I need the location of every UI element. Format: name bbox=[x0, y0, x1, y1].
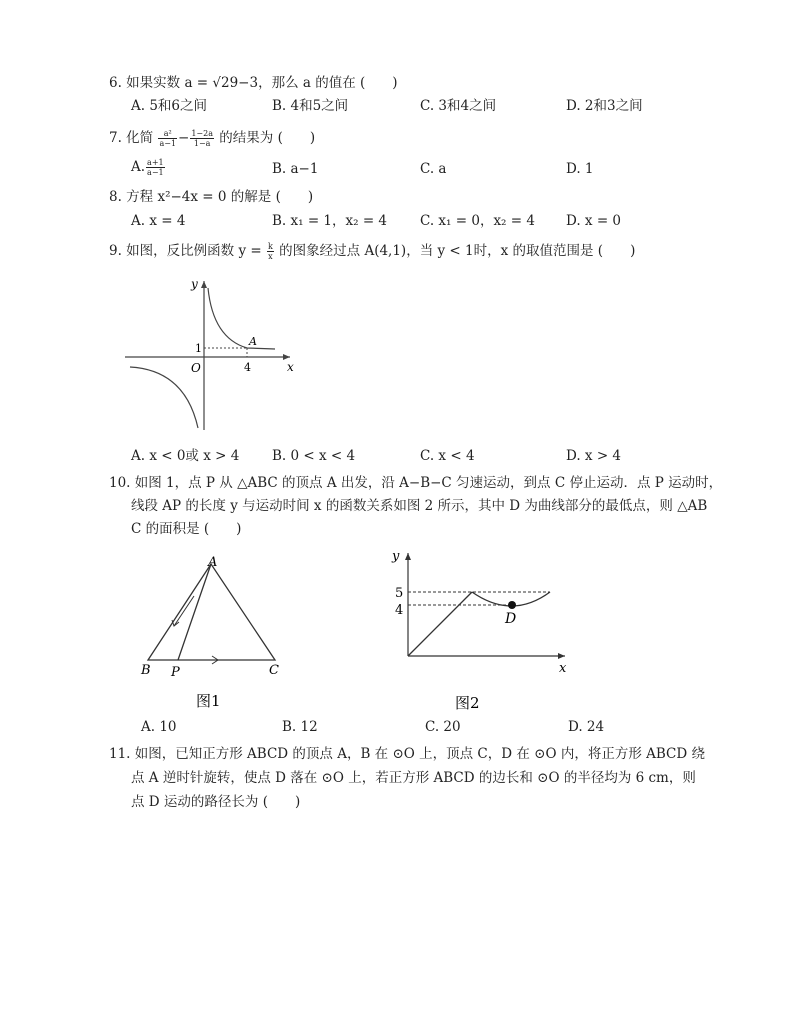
q10-fig2-caption: 图2 bbox=[455, 694, 480, 712]
q7-frac1-den: a−1 bbox=[159, 139, 177, 148]
q9-x-label: x bbox=[287, 360, 294, 374]
q8-option-a: A. x = 4 bbox=[131, 213, 186, 229]
q10-fig2-x-arrow bbox=[558, 653, 565, 659]
q7-option-a-fraction bbox=[146, 158, 165, 177]
q11-line-2: 点 A 逆时针旋转，使点 D 落在 ⊙O 上，若正方形 ABCD 的边长和 ⊙O 的半径均为 6 cm，则 bbox=[131, 770, 696, 786]
q6-option-c: C. 3和4之间 bbox=[420, 98, 497, 114]
q7-optA-num: a+1 bbox=[147, 158, 164, 167]
q10-fig2-point-d bbox=[508, 601, 516, 609]
q10-fig2-tick-5: 5 bbox=[395, 586, 404, 601]
q10-fig1-caption: 图1 bbox=[196, 692, 221, 710]
q7-frac2-den: 1−a bbox=[193, 139, 211, 148]
q9-point-a-label: A bbox=[249, 335, 257, 348]
q10-option-a: A. 10 bbox=[141, 719, 177, 735]
q7-suffix: 的结果为 ( ) bbox=[219, 130, 316, 146]
q10-fig2-label-d: D bbox=[505, 611, 517, 627]
q7-optA-den: a−1 bbox=[147, 168, 164, 177]
q9-prefix: 9. 如图，反比例函数 y = bbox=[109, 243, 262, 259]
q9-option-d: D. x > 4 bbox=[566, 448, 622, 464]
q10-fig2-linear-part bbox=[408, 592, 472, 656]
q7-fraction-1 bbox=[158, 129, 177, 148]
q7-option-c: C. a bbox=[420, 161, 447, 177]
q6-option-d: D. 2和3之间 bbox=[566, 98, 643, 114]
q7-stem bbox=[109, 129, 315, 148]
q9-option-a: A. x < 0或 x > 4 bbox=[131, 448, 240, 464]
q10-label-b: B bbox=[141, 663, 151, 678]
q6-stem: 6. 如果实数 a = √29−3，那么 a 的值在 ( ) bbox=[109, 75, 398, 91]
q10-line-3: C 的面积是 ( ) bbox=[131, 521, 242, 537]
q9-curve-branch-2 bbox=[130, 367, 198, 428]
q9-suffix: 的图象经过点 A(4,1)，当 y < 1时，x 的取值范围是 ( ) bbox=[279, 243, 636, 259]
q11-line-3: 点 D 运动的路径长为 ( ) bbox=[131, 794, 301, 810]
q8-option-c: C. x₁ = 0，x₂ = 4 bbox=[420, 213, 535, 229]
q9-stem bbox=[109, 242, 635, 261]
q10-line-1: 10. 如图 1，点 P 从 △ABC 的顶点 A 出发，沿 A−B−C 匀速运动，到点 C 停止运动．点 P 运动时， bbox=[109, 475, 723, 491]
q9-origin-label: O bbox=[191, 361, 201, 375]
q10-triangle-abc bbox=[148, 564, 275, 660]
q9-option-b: B. 0 < x < 4 bbox=[272, 448, 356, 464]
q7-option-a-label: A. bbox=[131, 159, 146, 175]
q9-y-arrow bbox=[201, 281, 207, 288]
q10-option-c: C. 20 bbox=[425, 719, 461, 735]
q10-line-2: 线段 AP 的长度 y 与运动时间 x 的函数关系如图 2 所示，其中 D 为曲线部分的最低点，则 △AB bbox=[131, 498, 708, 514]
q10-fig2-y-label: y bbox=[392, 549, 400, 564]
q9-fraction bbox=[267, 242, 274, 261]
q10-label-p: P bbox=[171, 665, 180, 680]
q9-frac-den: x bbox=[268, 252, 273, 261]
q7-frac1-num: a² bbox=[158, 129, 177, 139]
q8-option-b: B. x₁ = 1，x₂ = 4 bbox=[272, 213, 388, 229]
q8-stem: 8. 方程 x²−4x = 0 的解是 ( ) bbox=[109, 189, 314, 205]
q9-tick-4: 4 bbox=[244, 361, 251, 374]
q9-frac-num: k bbox=[268, 242, 273, 251]
q7-option-a bbox=[131, 158, 166, 177]
q9-tick-1: 1 bbox=[195, 342, 202, 355]
q10-fig2-x-label: x bbox=[559, 661, 567, 676]
q10-label-a: A bbox=[208, 555, 218, 570]
q10-figure-2 bbox=[375, 548, 575, 713]
q7-fraction-2 bbox=[190, 129, 214, 148]
q11-line-1: 11. 如图，已知正方形 ABCD 的顶点 A，B 在 ⊙O 上，顶点 C，D 在 ⊙O 内，将正方形 ABCD 绕 bbox=[109, 746, 705, 762]
q9-curve-branch-1 bbox=[208, 288, 275, 349]
q9-option-c: C. x < 4 bbox=[420, 448, 475, 464]
q10-fig2-tick-4: 4 bbox=[395, 603, 404, 618]
q8-option-d: D. x = 0 bbox=[566, 213, 622, 229]
q9-figure bbox=[125, 278, 305, 438]
q7-option-d: D. 1 bbox=[566, 161, 594, 177]
q6-option-a: A. 5和6之间 bbox=[131, 98, 208, 114]
q7-minus: − bbox=[178, 130, 190, 146]
q10-option-d: D. 24 bbox=[568, 719, 605, 735]
q9-y-label: y bbox=[191, 277, 198, 291]
q7-frac2-num: 1−2a bbox=[191, 129, 213, 138]
q10-fig2-y-arrow bbox=[405, 553, 411, 560]
q6-option-b: B. 4和5之间 bbox=[272, 98, 349, 114]
q10-label-c: C bbox=[269, 663, 279, 678]
q7-prefix: 7. 化简 bbox=[109, 130, 154, 146]
q10-figure-1 bbox=[138, 555, 298, 718]
q7-option-b: B. a−1 bbox=[272, 161, 319, 177]
q10-option-b: B. 12 bbox=[282, 719, 318, 735]
